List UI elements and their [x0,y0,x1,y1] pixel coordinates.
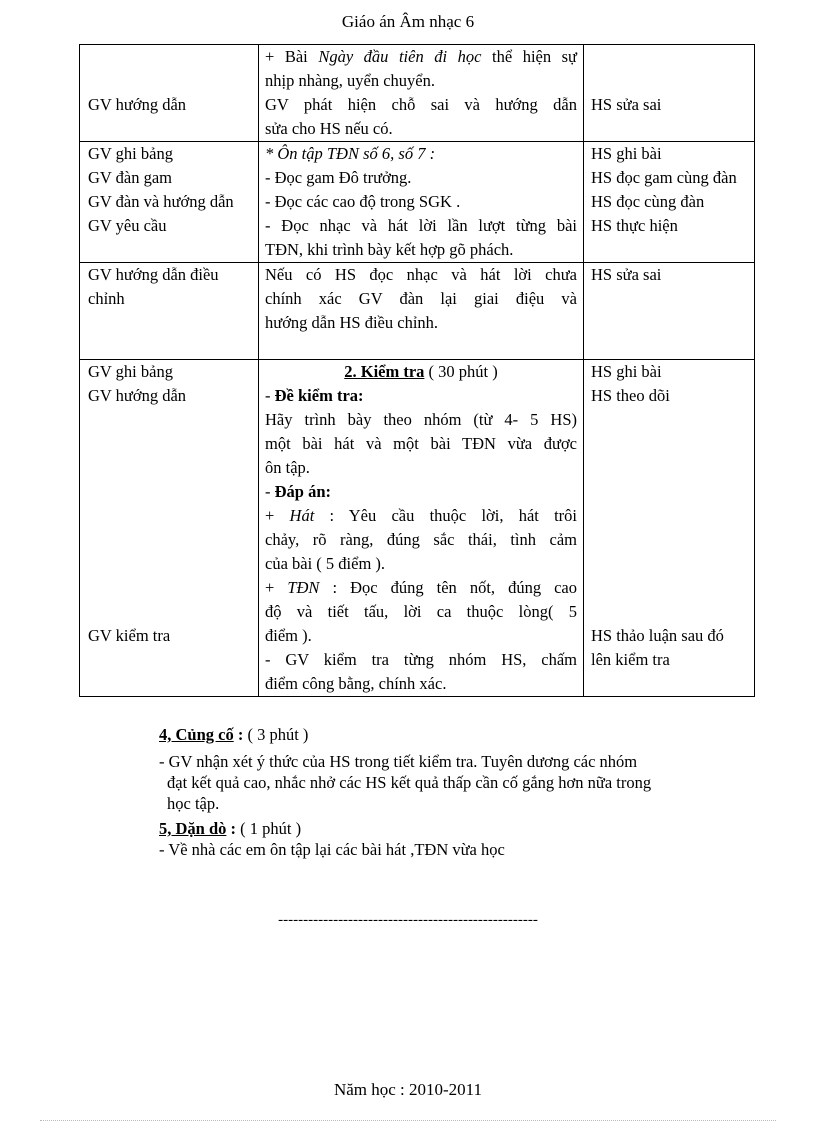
content-cell [259,142,584,263]
content-line: GV phát hiện chỗ sai và hướng dẫn [265,95,577,114]
page-footer: Năm học : 2010-2011 [333,1080,483,1099]
student-activity: HS theo dõi [591,386,670,405]
teacher-activity: GV ghi bảng [88,144,173,163]
content-line: - Đọc nhạc và hát lời lần lượt từng bài [265,216,577,235]
content-line: của bài ( 5 điểm ). [265,554,386,573]
content-line: + Hát : Yêu cầu thuộc lời, hát trôi [265,506,578,525]
teacher-activity: chỉnh [88,289,125,308]
content-cell [259,45,584,142]
content-line: sửa cho HS nếu có. [265,119,393,138]
teacher-cell [80,360,259,697]
student-activity: HS thực hiện [591,216,678,235]
content-line: độ và tiết tấu, lời ca thuộc lòng( 5 [265,602,577,621]
student-activity: HS ghi bài [591,362,662,381]
teacher-activity: GV yêu cầu [88,216,167,235]
content-line: chính xác GV đàn lại giai điệu và [265,289,577,308]
section-4 [159,724,651,860]
content-line: hướng dẫn HS điều chỉnh. [265,313,439,332]
teacher-cell [80,263,259,360]
student-activity: HS đọc cùng đàn [591,192,705,211]
content-cell [259,360,584,697]
student-cell [584,45,755,142]
section-4-line: đạt kết quả cao, nhắc nhở các HS kết quả thấp cần cố gắng hơn nữa trong [167,773,652,792]
content-line: Nếu có HS đọc nhạc và hát lời chưa [265,265,577,284]
section-5-heading: 5, Dặn dò : ( 1 phút ) [159,819,302,838]
lesson-table [79,44,755,697]
student-activity: HS thảo luận sau đó [591,626,724,645]
teacher-cell [80,45,259,142]
content-line: điểm ). [265,626,312,645]
content-line: + TĐN : Đọc đúng tên nốt, đúng cao [265,578,577,597]
teacher-activity: GV hướng dẫn [88,386,187,405]
section-4-line: - GV nhận xét ý thức của HS trong tiết kiểm tra. Tuyên dương các nhóm [159,752,638,771]
teacher-activity: GV đàn gam [88,168,173,187]
content-line: - Đọc các cao độ trong SGK . [265,192,461,211]
content-line: TĐN, khi trình bày kết hợp gõ phách. [265,240,514,259]
teacher-activity: GV đàn và hướng dẫn [88,192,234,211]
divider: ---------------------------------------------------- [278,912,538,928]
table-row [80,263,755,360]
content-line: nhịp nhàng, uyển chuyển. [265,71,436,90]
content-line: - Đáp án: [265,482,332,501]
content-line: - GV kiểm tra từng nhóm HS, chấm [265,650,577,669]
content-line: + Bài Ngày đầu tiên đi học thể hiện sự [265,47,578,66]
table-row [80,45,755,142]
student-activity: HS đọc gam cùng đàn [591,168,737,187]
student-activity: HS ghi bài [591,144,662,163]
content-line: điểm công bằng, chính xác. [265,674,447,693]
section-5-line: - Về nhà các em ôn tập lại các bài hát ,TĐN vừa học [159,840,505,859]
student-activity: HS sửa sai [591,265,662,284]
student-activity: HS sửa sai [591,95,662,114]
teacher-cell [80,142,259,263]
section-4-line: học tập. [167,794,220,813]
content-line: - Đọc gam Đô trưởng. [265,168,412,187]
table-row [80,360,755,697]
section-4-heading: 4, Củng cố : ( 3 phút ) [159,725,309,744]
content-line: chảy, rõ ràng, đúng sắc thái, tình cảm [265,530,577,549]
content-line: - Đề kiểm tra: [265,386,364,405]
student-cell [584,263,755,360]
content-cell [259,263,584,360]
footer-rule [40,1120,776,1121]
content-line: * Ôn tập TĐN số 6, số 7 : [265,144,436,163]
table-row [80,142,755,263]
teacher-activity: GV hướng dẫn điều [88,265,219,284]
content-line: ôn tập. [265,458,310,477]
student-activity: lên kiểm tra [591,650,670,669]
teacher-activity: GV ghi bảng [88,362,173,381]
teacher-activity: GV hướng dẫn [88,95,187,114]
page-header: Giáo án Âm nhạc 6 [341,12,475,31]
content-line: Hãy trình bày theo nhóm (từ 4- 5 HS) [265,410,577,429]
section-heading: 2. Kiểm tra ( 30 phút ) [344,362,498,381]
content-line: một bài hát và một bài TĐN vừa được [265,434,577,453]
student-cell [584,360,755,697]
student-cell [584,142,755,263]
teacher-activity: GV kiểm tra [88,626,171,645]
